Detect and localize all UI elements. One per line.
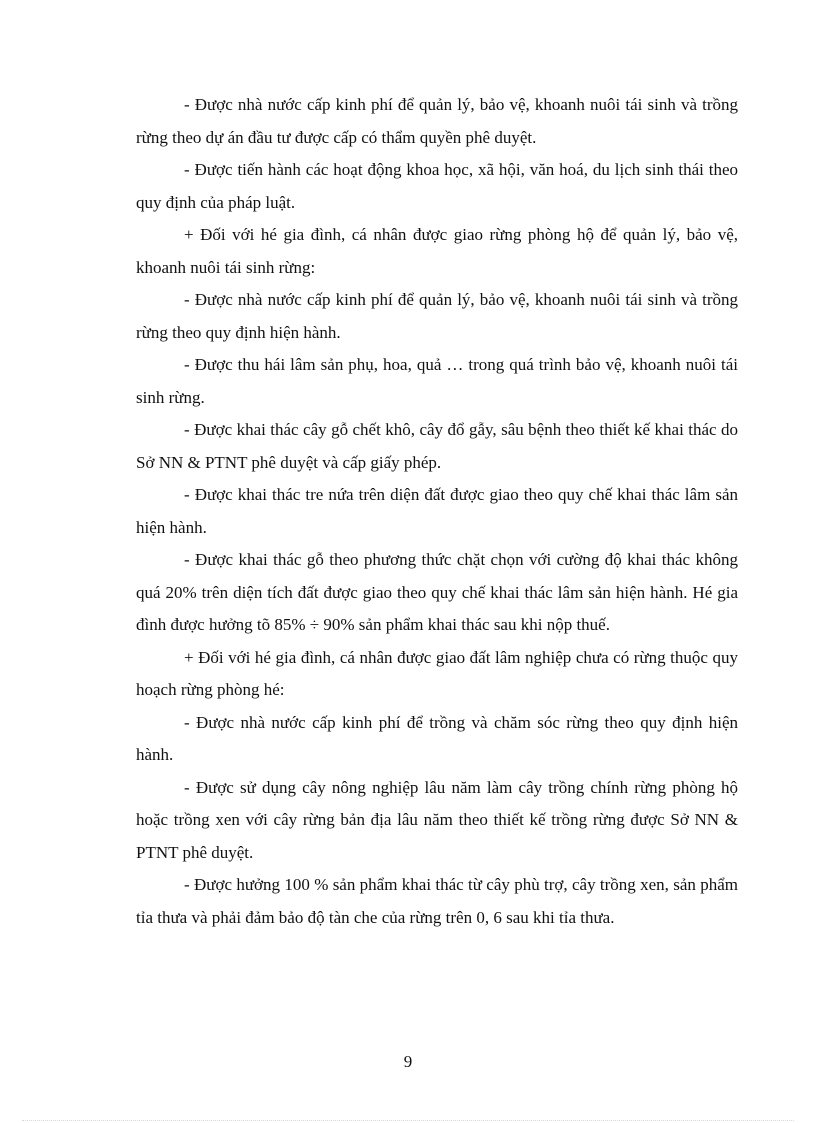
paragraph: - Được nhà nước cấp kinh phí để trồng và chăm sóc rừng theo quy định hiện hành. [136,712,738,764]
paragraph: - Được khai thác tre nứa trên diện đất được giao theo quy chế khai thác lâm sản hiện hành. [136,485,738,537]
paragraph: - Được khai thác cây gỗ chết khô, cây đổ gẫy, sâu bệnh theo thiết kế khai thác do Sở NN & PTNT phê duyệt và cấp giấy phép. [136,420,738,472]
paragraph: - Được khai thác gỗ theo phương thức chặt chọn với cường độ khai thác không quá 20% trên diện tích đất được giao theo quy chế khai thác lâm sản hiện hành. Hé gia đình được hưởng tõ 85% ÷ 90% sản phẩm khai thác sau khi nộp thuế. [136,550,738,634]
paragraph: - Được hưởng 100 % sản phẩm khai thác từ cây phù trợ, cây trồng xen, sản phẩm tỉa thưa và phải đảm bảo độ tàn che của rừng trên 0, 6 sau khi tỉa thưa. [136,875,738,927]
body-text [136,89,738,934]
paragraph: + Đối với hé gia đình, cá nhân được giao rừng phòng hộ để quản lý, bảo vệ, khoanh nuôi tái sinh rừng: [136,225,738,277]
paragraph: - Được sử dụng cây nông nghiệp lâu năm làm cây trồng chính rừng phòng hộ hoặc trồng xen với cây rừng bản địa lâu năm theo thiết kế trồng rừng được Sở NN & PTNT phê duyệt. [136,777,738,862]
paragraph: - Được tiến hành các hoạt động khoa học, xã hội, văn hoá, du lịch sinh thái theo quy định của pháp luật. [136,160,738,212]
paragraph: - Được nhà nước cấp kinh phí để quản lý, bảo vệ, khoanh nuôi tái sinh và trồng rừng theo quy định hiện hành. [136,290,738,342]
page-bottom-divider [22,1120,794,1121]
paragraph: - Được thu hái lâm sản phụ, hoa, quả … trong quá trình bảo vệ, khoanh nuôi tái sinh rừng. [136,355,738,407]
page-number: 9 [403,1052,413,1071]
paragraph: - Được nhà nước cấp kinh phí để quản lý, bảo vệ, khoanh nuôi tái sinh và trồng rừng theo dự án đầu tư được cấp có thẩm quyền phê duyệt. [136,95,738,147]
paragraph: + Đối với hé gia đình, cá nhân được giao đất lâm nghiệp chưa có rừng thuộc quy hoạch rừng phòng hé: [136,647,738,699]
